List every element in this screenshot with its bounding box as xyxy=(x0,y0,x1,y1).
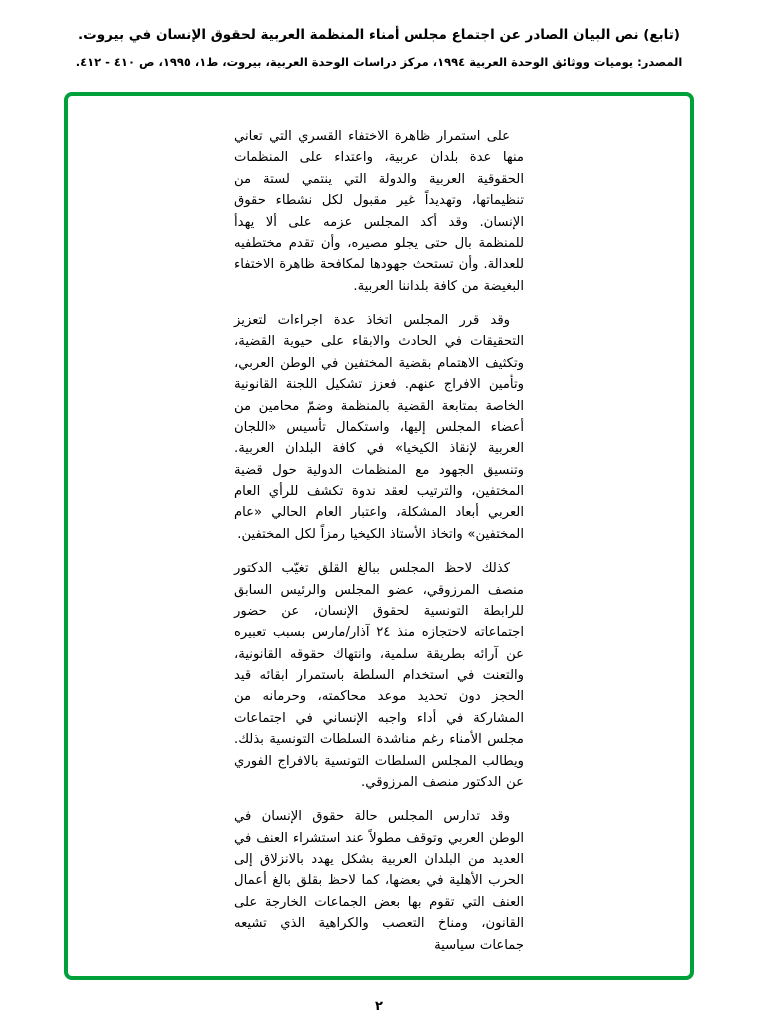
paragraph: على استمرار ظاهرة الاختفاء القسري التي تعاني منها عدة بلدان عربية، واعتداء على المنظمات الحقوقية العربية والدولة التي ينتمي لستة من تنظيماتها، وتهديداً غير مقبول لكل نشطاء حقوق الإنسان. وقد أكد المجلس عزمه على ألا يهدأ للمنظمة بال حتى يجلو مصيره، وأن تقدم مختطفيه للعدالة. وأن تستحث جهودها لمكافحة ظاهرة الاختفاء البغيضة من كافة بلداننا العربية. xyxy=(234,129,524,294)
source-line: المصدر: يوميات ووثائق الوحدة العربية ١٩٩٤، مركز دراسات الوحدة العربية، بيروت، ط١، ١٩٩٥، ص ٤١٠ - ٤١٢. xyxy=(75,54,683,69)
document-header xyxy=(0,0,758,69)
page-number: ٢ xyxy=(375,999,383,1014)
paragraph: وقد تدارس المجلس حالة حقوق الإنسان في الوطن العربي وتوقف مطولاً عند استشراء العنف في العديد من البلدان العربية بشكل يهدد بالانزلاق إلى الحرب الأهلية في بعضها، كما لاحظ بقلق بالغ أعمال العنف التي تقوم بها بعض الجماعات الخارجة على القانون، ومناخ التعصب والكراهية الذي تشيعه جماعات سياسية xyxy=(234,809,524,953)
text-column xyxy=(234,126,524,956)
page-title: (تابع) نص البيان الصادر عن اجتماع مجلس أمناء المنظمة العربية لحقوق الإنسان في بيروت. xyxy=(78,27,680,43)
paragraph: كذلك لاحظ المجلس ببالغ القلق تغيّب الدكتور منصف المرزوقي، عضو المجلس والرئيس السابق للرابطة التونسية لحقوق الإنسان، عن حضور اجتماعاته لاحتجازه منذ ٢٤ آذار/مارس بسبب تعبيره عن آرائه بطريقة سلمية، وانتهاك حقوقه القانونية، والتعنت في استخدام السلطة باستمرار ابقائه قيد الحجز دون تحديد موعد محاكمته، وحرمانه من المشاركة في أداء واجبه الإنساني في اجتماعات مجلس الأمناء رغم مناشدة السلطات التونسية بذلك. ويطالب المجلس السلطات التونسية بالافراج الفوري عن الدكتور منصف المرزوقي. xyxy=(234,561,524,790)
frame-content xyxy=(68,96,690,976)
green-border-frame xyxy=(64,92,694,980)
paragraph: وقد قرر المجلس اتخاذ عدة اجراءات لتعزيز التحقيقات في الحادث والابقاء على حيوية القضية، وتكثيف الاهتمام بقضية المختفين في الوطن العربي، وتأمين الافراج عنهم. فعزز تشكيل اللجنة القانونية الخاصة بمتابعة القضية بالمنظمة وضمّ محامين من أعضاء المجلس إليها، واستكمال تأسيس «اللجان العربية لإنقاذ الكيخيا» في كافة البلدان العربية. وتنسيق الجهود مع المنظمات الدولية حول قضية المختفين، والترتيب لعقد ندوة تكشف للرأي العام العربي أبعاد المشكلة، واعتبار العام الحالي «عام المختفين» واتخاذ الأستاذ الكيخيا رمزاً لكل المختفين. xyxy=(234,313,524,542)
